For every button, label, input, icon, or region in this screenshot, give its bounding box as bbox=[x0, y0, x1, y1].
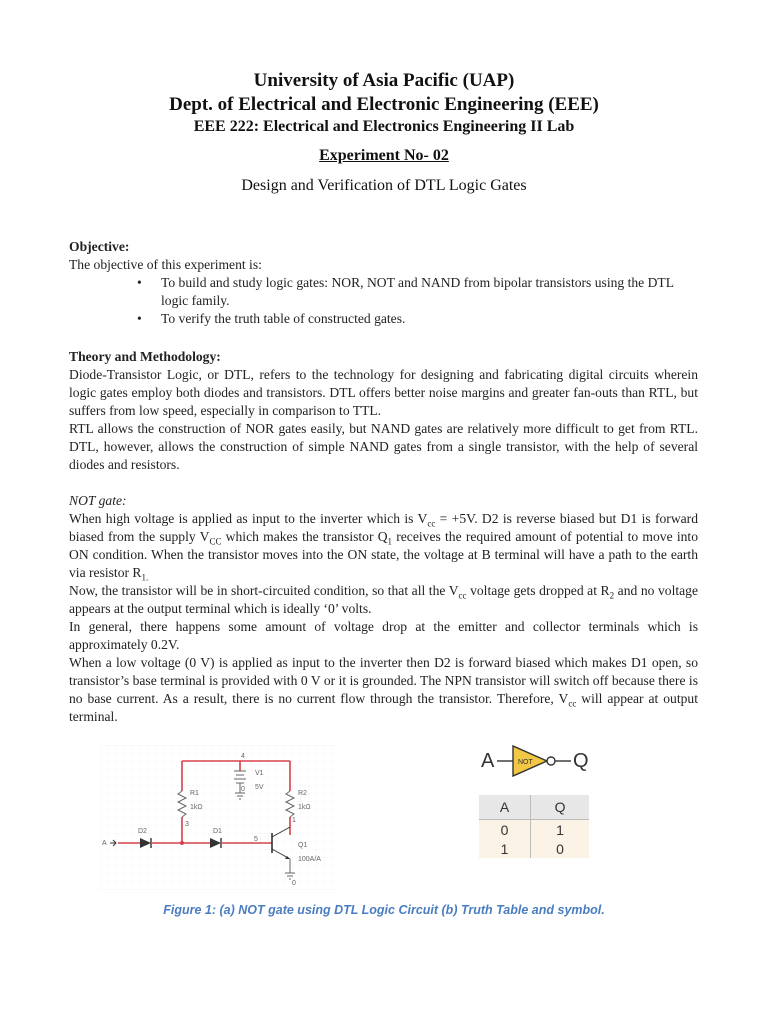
not-gate-paragraph: Now, the transistor will be in short-circuited condition, so that all the $V_{cc}$ voltage gets dropped at $R_2$ and no voltage appears at the output terminal which is ideally ‘0’ volts. bbox=[69, 583, 698, 616]
theory-heading: Theory and Methodology: bbox=[69, 349, 221, 364]
gate-text: NOT bbox=[518, 759, 533, 766]
truth-table-header-cell: A bbox=[479, 795, 531, 820]
truth-table-cell: 1 bbox=[479, 839, 531, 858]
experiment-number: Experiment No- 02 bbox=[319, 147, 449, 164]
not-gate-section bbox=[69, 492, 698, 726]
symbol-output-label: Q bbox=[573, 750, 589, 772]
experiment-title: Design and Verification of DTL Logic Gates bbox=[241, 177, 527, 194]
department-name: Dept. of Electrical and Electronic Engineering (EEE) bbox=[169, 94, 599, 115]
d1-label: D1 bbox=[213, 828, 222, 835]
node-label: 5 bbox=[254, 836, 258, 843]
not-gate-paragraph: When high voltage is applied as input to the inverter which is $V_{cc} = +5V$. D2 is reverse biased but D1 is forward biased from the supply $V_{CC}$ which makes the transistor $Q_1$ receives the required amount of potential to move into ON condition. When the transistor moves into the ON state, the voltage at B terminal will have a path to the earth via resistor $R_{1.}$ bbox=[69, 511, 698, 583]
truth-table bbox=[479, 795, 589, 858]
r1-label: R1 bbox=[190, 790, 199, 797]
bullet-icon: • bbox=[137, 311, 142, 326]
not-gate-paragraph: In general, there happens some amount of voltage drop at the emitter and collector terminals which is approximately 0.2V. bbox=[69, 619, 698, 652]
v1-label: V1 bbox=[255, 770, 264, 777]
truth-table-cell: 0 bbox=[531, 839, 589, 858]
objective-intro: The objective of this experiment is: bbox=[69, 257, 262, 272]
schematic-grid bbox=[100, 745, 336, 890]
objective-heading: Objective: bbox=[69, 239, 130, 254]
node-label: 1 bbox=[292, 817, 296, 824]
r1-value-label: 1kΩ bbox=[190, 804, 203, 811]
truth-table-cell: 0 bbox=[479, 820, 531, 840]
input-label: A bbox=[102, 840, 107, 847]
v1-value-label: 5V bbox=[255, 784, 264, 791]
university-name: University of Asia Pacific (UAP) bbox=[253, 70, 515, 91]
node-label: 4 bbox=[241, 753, 245, 760]
truth-table-header-cell: Q bbox=[531, 795, 589, 820]
figure-caption: Figure 1: (a) NOT gate using DTL Logic Circuit (b) Truth Table and symbol. bbox=[163, 903, 605, 917]
objective-bullet bbox=[69, 274, 698, 310]
objective-bullet bbox=[69, 310, 698, 328]
theory-paragraph: Diode-Transistor Logic, or DTL, refers to the technology for designing and fabricating digital circuits wherein logic gates employ both diodes and transistors. DTL offers better noise margins and greater fan-outs than RTL, but suffers from low speed, especially in comparison to TTL. bbox=[69, 367, 698, 418]
not-gate-icon bbox=[497, 744, 571, 778]
objective-section bbox=[69, 238, 698, 328]
node-label: 3 bbox=[185, 821, 189, 828]
v1-zero-label: 0 bbox=[241, 786, 245, 793]
not-gate-heading: NOT gate: bbox=[69, 493, 127, 508]
objective-bullet-text: To build and study logic gates: NOR, NOT and NAND from bipolar transistors using the DTL logic family. bbox=[161, 275, 674, 308]
node-label: 0 bbox=[292, 880, 296, 887]
truth-table-row bbox=[479, 839, 589, 858]
not-gate-paragraph: When a low voltage (0 V) is applied as input to the inverter then D2 is forward biased which makes D1 open, so transistor’s base terminal is provided with 0 V or it is grounded. The NPN transistor will switch off because there is no base current. As a result, there is no current flow through the transistor. Therefore, $V_{cc}$ will appear at output terminal. bbox=[69, 655, 699, 724]
symbol-input-label: A bbox=[481, 750, 495, 772]
bullet-icon: • bbox=[137, 275, 142, 290]
course-title: EEE 222: Electrical and Electronics Engineering II Lab bbox=[193, 118, 575, 135]
q1-label: Q1 bbox=[298, 842, 308, 849]
objective-bullet-text: To verify the truth table of constructed gates. bbox=[161, 311, 406, 326]
d2-label: D2 bbox=[138, 828, 147, 835]
truth-table-header bbox=[479, 795, 589, 820]
r2-label: R2 bbox=[298, 790, 307, 797]
r2-value-label: 1kΩ bbox=[298, 804, 311, 811]
theory-paragraph: RTL allows the construction of NOR gates easily, but NAND gates are relatively more difficult to get from RTL. DTL, however, allows the construction of simple NAND gates from a single transistor, with the help of several diodes and resistors. bbox=[69, 421, 698, 472]
q1-value-label: 100A/A bbox=[298, 856, 321, 863]
dtl-not-gate-circuit bbox=[100, 745, 336, 890]
truth-table-row bbox=[479, 820, 589, 840]
theory-section bbox=[69, 348, 698, 474]
truth-table-cell: 1 bbox=[531, 820, 589, 840]
